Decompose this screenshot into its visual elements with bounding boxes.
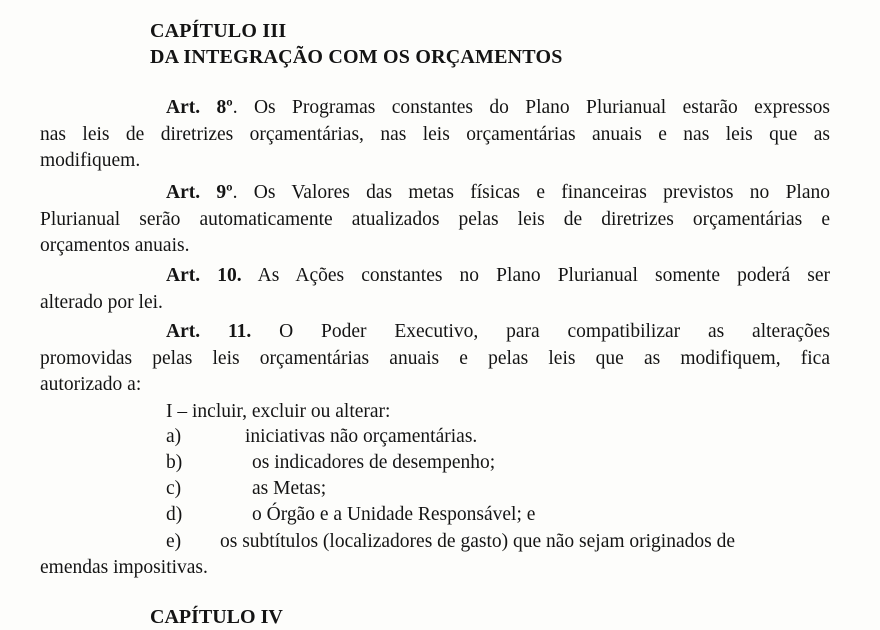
article-line: orçamentos anuais. — [40, 235, 190, 256]
article-line: alterado por lei. — [40, 291, 163, 313]
list-item-text: iniciativas não orçamentárias. — [245, 426, 478, 447]
article-11 — [40, 319, 830, 399]
article-label: Art. 8º — [166, 97, 233, 118]
article-label: Art. 9º — [166, 182, 233, 203]
article-line: Plurianual serão automaticamente atualizados pelas leis de diretrizes orçamentárias e — [40, 208, 830, 230]
article-8 — [40, 95, 830, 175]
list-item-letter: e) — [166, 531, 182, 552]
article-label: Art. 11. — [166, 321, 252, 342]
list-item-letter: d) — [166, 504, 183, 525]
list-item-letter: c) — [166, 478, 182, 499]
list-item-letter: b) — [166, 452, 183, 473]
article-label: Art. 10. — [166, 265, 242, 286]
article-line: autorizado a: — [40, 374, 142, 395]
article-line: Art. 8º. Os Programas constantes do Plano Plurianual estarão expressos — [166, 97, 831, 118]
list-item-text: o Órgão e a Unidade Responsável; e — [252, 504, 536, 525]
chapter-number: CAPÍTULO III — [150, 20, 287, 42]
article-line: Art. 9º. Os Valores das metas físicas e financeiras previstos no Plano — [166, 182, 831, 203]
list-item-letter: a) — [166, 426, 182, 447]
list-item-text: os indicadores de desempenho; — [252, 452, 496, 473]
article-line: Art. 10. As Ações constantes no Plano Plurianual somente poderá ser — [166, 265, 831, 286]
chapter-title: DA INTEGRAÇÃO COM OS ORÇAMENTOS — [150, 46, 563, 68]
article-line: promovidas pelas leis orçamentárias anuais e pelas leis que as modifiquem, fica — [40, 347, 830, 369]
next-chapter-heading: CAPÍTULO IV — [150, 606, 283, 628]
article-9 — [40, 180, 830, 260]
article-line: Art. 11. O Poder Executivo, para compatibilizar as alterações — [166, 321, 830, 342]
article-line: modifiquem. — [40, 150, 141, 171]
article-10 — [40, 263, 830, 316]
list-item-text: as Metas; — [252, 478, 327, 499]
list-item-text: os subtítulos (localizadores de gasto) que não sejam originados de — [220, 531, 735, 552]
clause-label: I – incluir, excluir ou alterar: — [166, 401, 391, 422]
list-item-continuation: emendas impositivas. — [40, 557, 208, 578]
article-line: nas leis de diretrizes orçamentárias, nas leis orçamentárias anuais e nas leis que as — [40, 123, 830, 145]
